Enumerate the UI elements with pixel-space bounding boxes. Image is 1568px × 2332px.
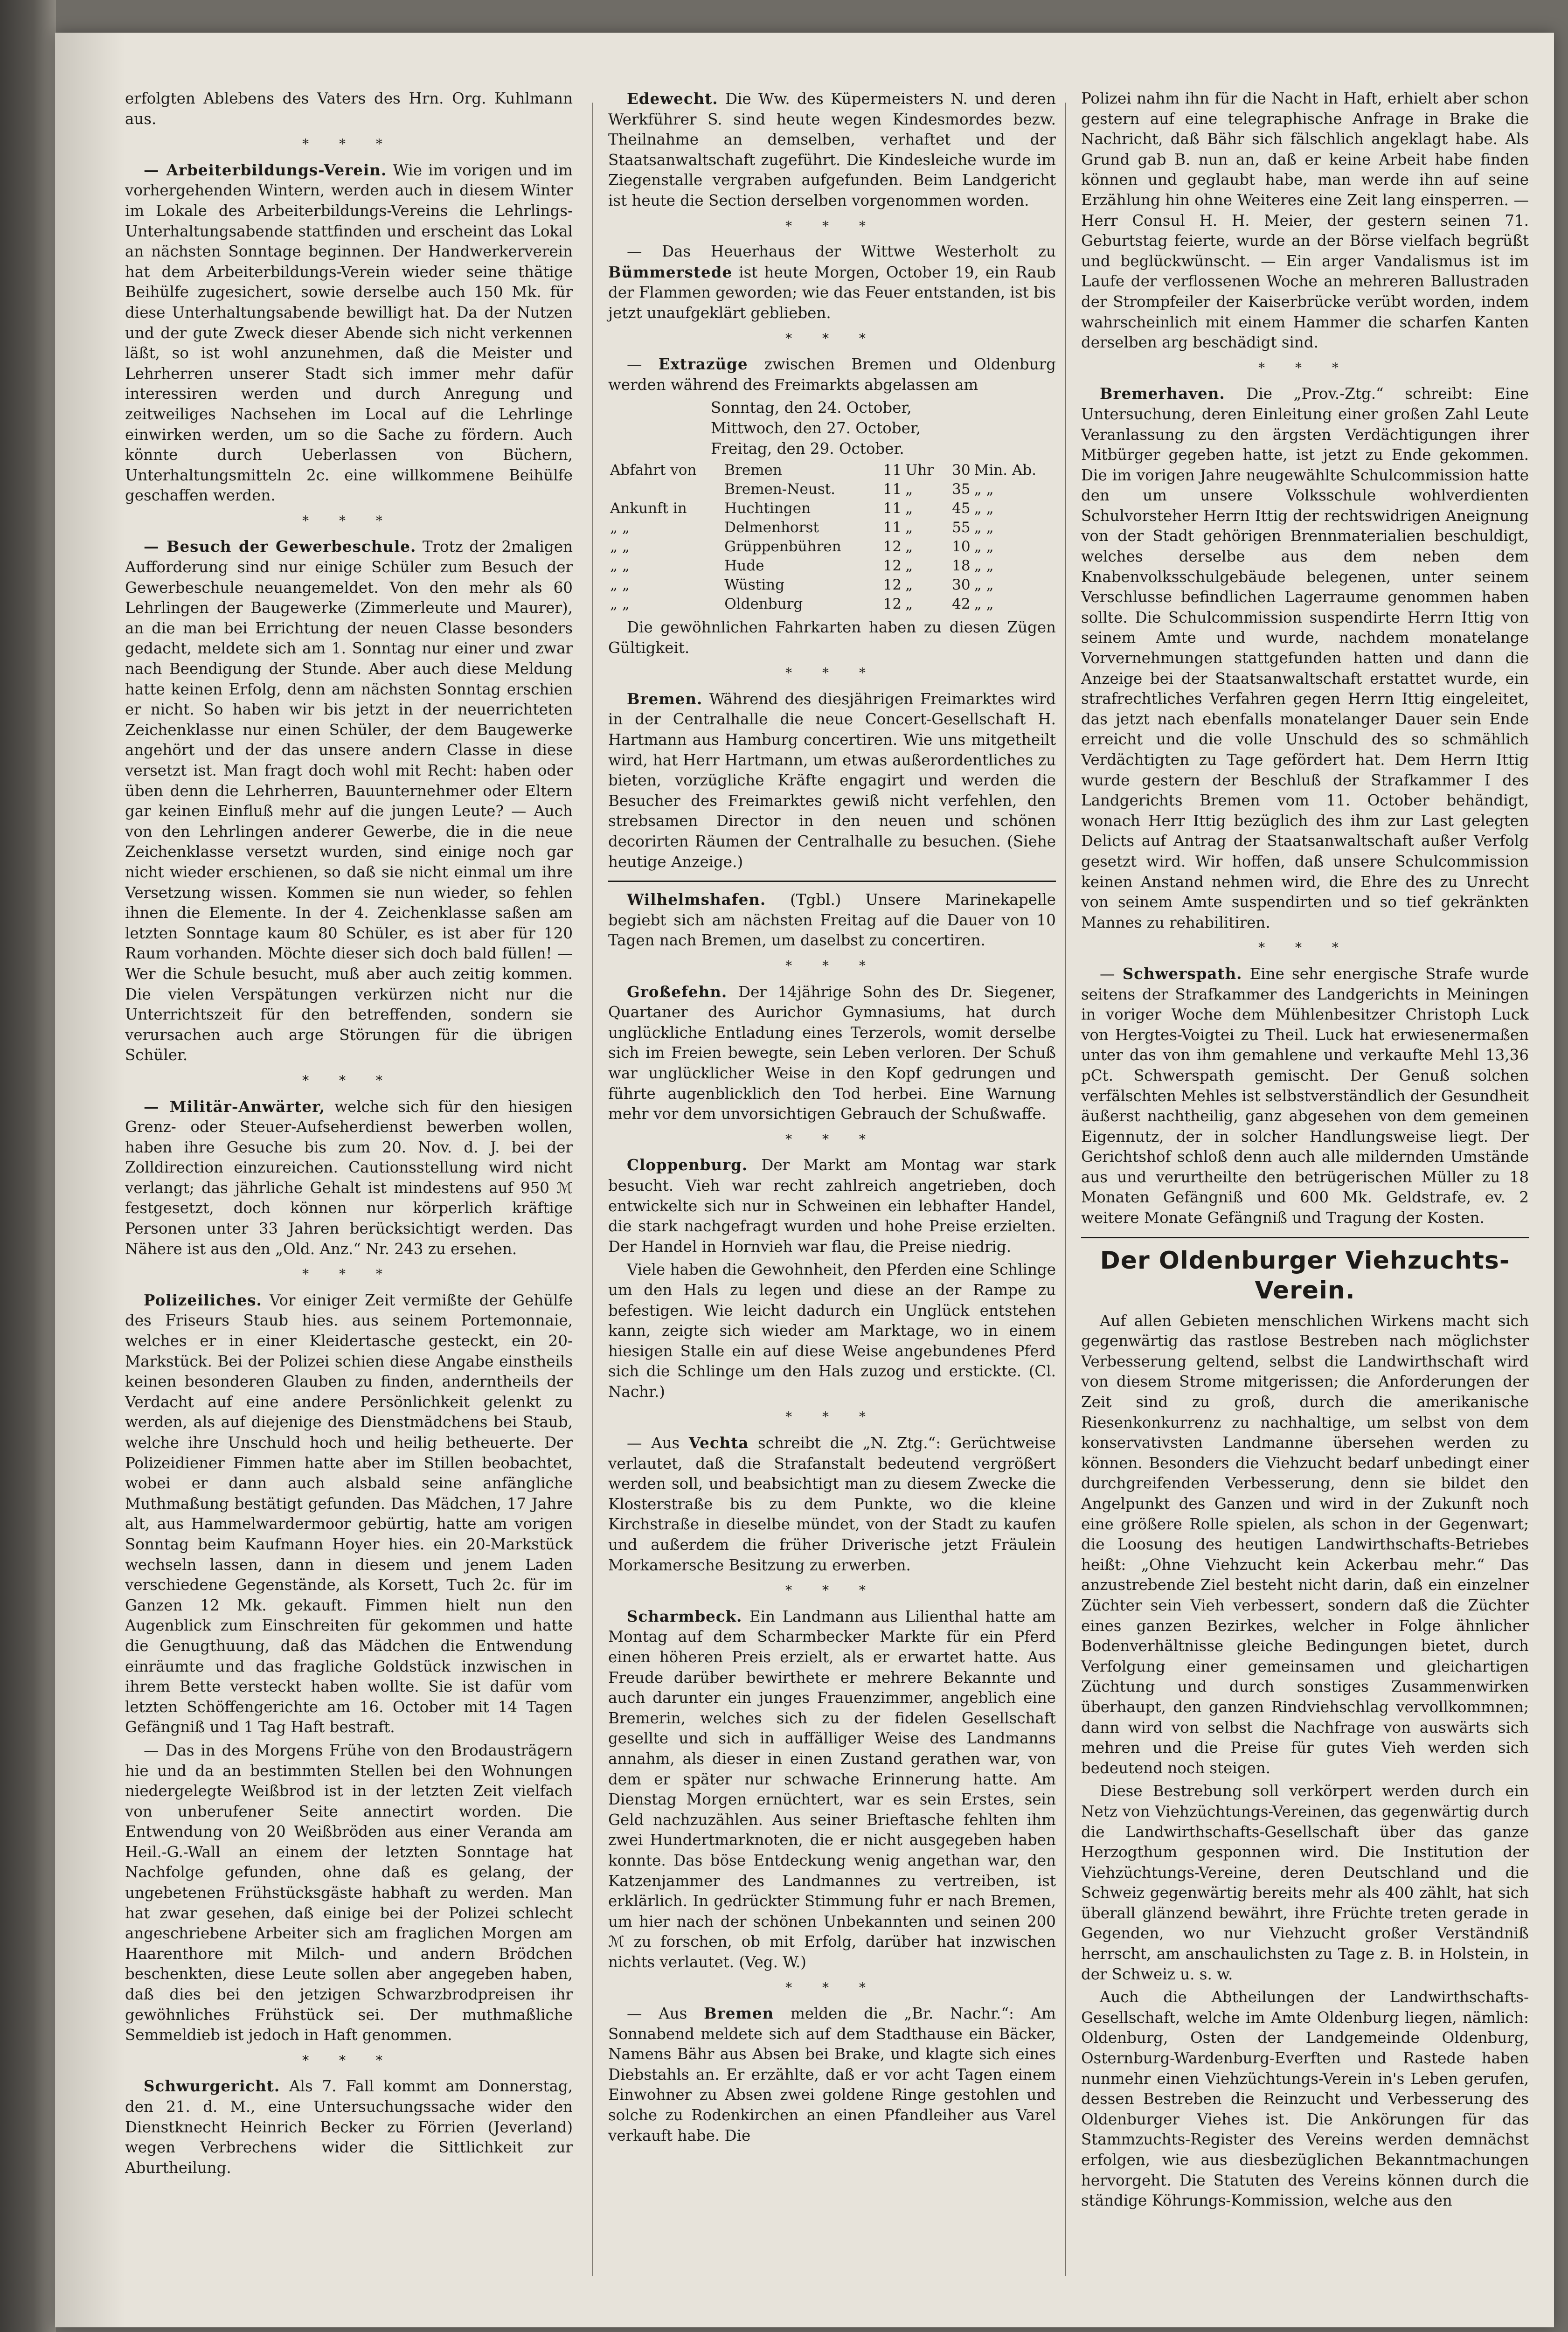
newspaper-page [55, 33, 1554, 2327]
article-heading: Cloppenburg. [627, 1156, 748, 1174]
section-separator: * * * [302, 1266, 395, 1282]
column-middle [608, 89, 1056, 2149]
timetable-cell: 11 [883, 481, 902, 498]
timetable-cell: Min. Ab. [974, 462, 1037, 479]
timetable-cell: „ „ [974, 500, 994, 517]
timetable-note: Die gewöhnlichen Fahrkarten haben zu diesen Zügen Gültigkeit. [608, 618, 1056, 657]
section-separator: * * * [302, 1072, 395, 1088]
article-text: Der 14jährige Sohn des Dr. Siegener, Quartaner des Aurichor Gymnasiums, hat durch unglückliche Entladung eines Terzerols, womit derselbe sich im Freien bewegte, sein Leben verloren. Der Schuß war unglücklicher Weise in den Kopf gedrungen und führte augenblicklich den Tod herbei. Eine Warnung mehr vor dem unvorsichtigen Gebrauch der Schußwaffe. [608, 983, 1056, 1123]
article-militaer-anwaerter [125, 1097, 573, 1260]
article-text: Als 7. Fall kommt am Donnerstag, den 21. d. M., eine Untersuchungssache wider den Dienstknecht Heinrich Becker zu Förrien (Jeverland) wegen Verbrechens wider die Sittlichkeit zur Aburtheilung. [125, 2077, 573, 2177]
timetable-cell: „ [905, 538, 913, 555]
timetable-row [608, 556, 1056, 576]
timetable-cell: 12 [883, 557, 902, 575]
article-text: Trotz der 2maligen Aufforderung sind nur einige Schüler zum Besuch der Gewerbeschule neuangemeldet. Von den mehr als 60 Lehrlingen der Baugewerke (Zimmerleute und Maurer), an die man bei Errichtung der neuen Classe besonders gedacht, meldete sich am 1. Sonntag nur einer und zwar nach Beendigung der Stunde. Aber auch diese Meldung hatte keinen Erfolg, denn am nächsten Sonntag erschien er nicht. So haben wir bis jetzt in der neuerrichteten Zeichenklasse nur einen Schüler, der dem Baugewerke angehört und der das unsere andern Classe in diese versetzt ist. Man fragt doch wohl mit Recht: haben oder üben denn die Lehrherren, Bauunternehmer oder Eltern gar keinen Einfluß mehr auf die jungen Leute? — Auch von den Lehrlingen anderer Gewerbe, die in die neue Zeichenklasse versetzt wurden, sind einige noch gar nicht wieder erschienen, so daß sie nicht einmal um ihre Versetzung wissen. Kommen sie nun wieder, so fehlen ihnen die Elemente. In der 4. Zeichenklasse saßen am letzten Sonntage kaum 80 Schüler, es ist aber für 120 Raum vorhanden. Möchte dieser sich doch bald füllen! — Wer die Schule besucht, muß aber auch zeitig kommen. Die vielen Verspätungen verkürzen nicht nur die Unterrichtszeit für den betreffenden, sondern sie verursachen auch arge Störungen für die übrigen Schüler. [125, 538, 573, 1064]
article-bremen-baehr [608, 2003, 1056, 2146]
timetable-cell: 45 [952, 500, 971, 517]
section-separator: * * * [785, 218, 879, 234]
column-rule [592, 103, 593, 2276]
timetable-cell: 30 [952, 576, 971, 594]
article-heading: Schwerspath. [1122, 964, 1242, 983]
timetable-cell: Hude [724, 557, 764, 575]
column-left [125, 89, 573, 2181]
scan-background [0, 0, 56, 2332]
article-lead: — [627, 355, 642, 374]
train-timetable [608, 461, 1056, 614]
timetable-cell: „ [905, 481, 913, 498]
article-text: Die Ww. des Küpermeisters N. und deren Werkführer S. sind heute wegen Kindesmordes bezw. Theilnahme an demselben, verhaftet und der Staatsanwaltschaft zugeführt. Die Kindesleiche wurde im Ziegenstalle vergraben aufgefunden. Beim Landgericht ist heute die Section derselben vorgenommen worden. [608, 90, 1056, 209]
section-rule [1081, 1237, 1529, 1238]
column-rule [1065, 103, 1066, 2276]
article-heading: Bremen. [627, 689, 703, 708]
section-separator: * * * [302, 136, 395, 152]
timetable-cell: „ „ [974, 538, 994, 555]
article-heading: — Besuch der Gewerbeschule. [144, 537, 416, 556]
timetable-row [608, 595, 1056, 614]
article-scharmbeck [608, 1606, 1056, 1973]
page-gutter [55, 33, 125, 2327]
article-schwurgericht [125, 2076, 573, 2178]
timetable-cell [608, 480, 722, 499]
timetable-cell: „ [905, 500, 913, 517]
article-edewecht [608, 89, 1056, 211]
timetable-row [608, 499, 1056, 518]
timetable-cell: „ „ [610, 596, 630, 613]
article-cloppenburg-2: Viele haben die Gewohnheit, den Pferden eine Schlinge um den Hals zu legen und diese an der Rampe zu befestigen. Wie leicht dadurch ein Unglück entstehen kann, zeigte sich wieder am Marktage, wo in einem hiesigen Stalle ein auf diese Weise angebundenes Pferd sich die Schlinge um den Hals zuzog und erstickte. (Cl. Nachr.) [608, 1261, 1056, 1401]
section-separator: * * * [785, 1979, 879, 1995]
timetable-row [608, 461, 1056, 480]
feature-paragraph: Auf allen Gebieten menschlichen Wirkens macht sich gegenwärtig das rastlose Bestreben nach möglichster Verbesserung geltend, selbst die Landwirthschaft wird von diesem Strome mitgerissen; die Anforderungen der Zeit sind zu groß, durch die amerikanische Riesenkonkurrenz zu nachhaltige, um selbst von dem konservativsten Landmanne übersehen werden zu können. Besonders die Viehzucht bedarf unbedingt einer durchgreifenden Verbesserung, denn sie bildet den Angelpunkt des Ganzen und wird in der Zukunft noch eine größere Rolle spielen, als schon in der Gegenwart; die Loosung des heutigen Landwirthschafts-Betriebes heißt: „Ohne Viehzucht kein Ackerbau mehr.“ Das anzustrebende Ziel besteht nicht darin, daß ein einzelner Züchter sein Vieh verbessert, sondern daß die Züchter eines ganzen Bezirkes, welcher in Folge ähnlicher Bodenverhältnisse gleiche Bedingungen bietet, durch Verfolgung einer gemeinsamen und gleichartigen Züchtung und durch sonstiges Zusammenwirken überhaupt, den ganzen Rindviehschlag vervollkommnen; dann wird von selbst die Nachfrage von auswärts sich mehren und die Preise für gutes Vieh werden sich bedeutend noch steigen. [1081, 1312, 1529, 1777]
feature-paragraph: Diese Bestrebung soll verkörpert werden durch ein Netz von Viehzüchtungs-Vereinen, das gegenwärtig durch die Landwirthschafts-Gesellschaft über das ganze Herzogthum gesponnen wird. Die Institution der Viehzüchtungs-Vereine, deren Deutschland und die Schweiz gegenwärtig bereits mehr als 400 zählt, hat sich überall glänzend bewährt, ihre Früchte treten gerade in Gegenden, wo nur Viehzucht großer Verständniß herrscht, am anschaulichsten zu Tage z. B. in Holstein, in der Schweiz u. s. w. [1081, 1782, 1529, 1983]
article-heading: — Arbeiterbildungs-Verein. [144, 160, 387, 179]
article-weissbrod: — Das in des Morgens Frühe von den Brodausträgern hie und da an bestimmten Stellen bei den Wohnungen niedergelegte Weißbrod ist in der letzten Zeit vielfach von unberufener Seite annectirt worden. Die Entwendung von 20 Weißbröden aus einer Veranda am Heil.-G.-Wall an einem der letzten Sonntage hat Nachfolge gefunden, ohne daß es gelang, der ungebetenen Frühstücksgäste habhaft zu werden. Man hat zwar gesehen, daß einige bei der Polizei schlecht angeschriebene Arbeiter sich am fraglichen Morgen am Haarenthore mit Milch- und andern Brödchen beschenkten, diese Leute sollen aber angegeben haben, daß dies bei den jetzigen Schwarzbrodpreisen ihr gewöhnliches Frühstück sei. Der muthmaßliche Semmeldieb ist jedoch in Haft genommen. [125, 1741, 573, 2044]
column-right [1081, 89, 1529, 2214]
article-heading: Polizeiliches. [144, 1291, 262, 1309]
section-separator: * * * [785, 665, 879, 681]
section-separator: * * * [302, 2052, 395, 2068]
article-text: zwischen Bremen und Oldenburg werden während des Freimarkts abgelassen am [608, 355, 1056, 394]
timetable-cell: 10 [952, 538, 971, 555]
article-wilhelmshafen [608, 889, 1056, 951]
timetable-cell: Oldenburg [724, 596, 803, 613]
timetable-cell: 12 [883, 596, 902, 613]
timetable-cell: „ „ [974, 576, 994, 594]
article-heading: Großefehn. [627, 982, 728, 1001]
article-text: schreibt die „N. Ztg.“: Gerüchtweise verlautet, daß die Strafanstalt bedeutend vergrößert werden soll, und beabsichtigt man zu diesem Zwecke die Klosterstraße bis zu dem Punkte, wo die kleine Kirchstraße in dieselbe mündet, von der Stadt zu kaufen und außerdem die früher Driverische jetzt Fräulein Morkamersche Besitzung zu erwerben. [608, 1434, 1056, 1574]
article-continuation: erfolgten Ablebens des Vaters des Hrn. Org. Kuhlmann aus. [125, 90, 573, 128]
article-text: Vor einiger Zeit vermißte der Gehülfe des Friseurs Staub hies. aus seinem Portemonnaie, welches er in einer Kleidertasche gesteckt, ein 20-Markstück. Bei der Polizei schien diese Angabe einstheils keinen besonderen Glauben zu finden, anderntheils der Verdacht auf eine andere Persönlichkeit gelenkt zu werden, als auf diejenige des Dienstmädchens bei Staub, welche ihre Unschuld hoch und heilig betheuerte. Der Polizeidiener Fimmen hatte aber im Stillen beobachtet, wobei er dann auch alsbald seine anfängliche Muthmaßung bestätigt gefunden. Das Mädchen, 17 Jahre alt, aus Hammelwardermoor gebürtig, hatte am vorigen Sonntag beim Kaufmann Hoyer hies. ein 20-Markstück wechseln lassen, dann in diesem und jenem Laden verschiedene Gegenstände, als Korsett, Tuch 2c. für im Ganzen 12 Mk. gekauft. Fimmen hielt nun den Augenblick zum Einschreiten für gekommen und hatte die Genugthuung, daß das Mädchen die Entwendung einräumte und das fragliche Goldstück inzwischen in ihrem Bette versteckt haben wollte. Sie ist dafür vom letzten Schöffengerichte am 16. October mit 14 Tagen Gefängniß und 1 Tag Haft bestraft. [125, 1291, 573, 1736]
article-text: — Das Heuerhaus der Wittwe Westerholt zu [627, 243, 1056, 261]
timetable-cell: 30 [952, 462, 971, 479]
timetable-cell: „ „ [610, 538, 630, 555]
timetable-cell: Grüppenbühren [724, 538, 841, 555]
timetable-cell: „ [905, 519, 913, 536]
timetable-cell: „ [905, 557, 913, 575]
article-heading: Extrazüge [658, 355, 748, 374]
train-date: Freitag, den 29. October. [711, 439, 904, 458]
timetable-cell: Uhr [905, 462, 934, 479]
section-rule [608, 881, 1056, 882]
article-bremerhaven [1081, 383, 1529, 933]
article-vechta [608, 1433, 1056, 1575]
timetable-cell: 12 [883, 576, 902, 594]
article-text: welche sich für den hiesigen Grenz- oder Steuer-Aufseherdienst bewerben wollen, haben ihre Gesuche bis zum 20. Nov. d. J. bei der Zolldirection einzureichen. Cautionsstellung wird nicht verlangt; das jährliche Gehalt ist mindestens auf 950 ℳ festgesetzt, doch können nur körperlich kräftige Personen unter 33 Jahren berücksichtigt werden. Das Nähere ist aus den „Old. Anz.“ Nr. 243 zu ersehen. [125, 1097, 573, 1258]
timetable-cell: Bremen-Neust. [724, 481, 836, 498]
article-text: Die „Prov.-Ztg.“ schreibt: Eine Untersuchung, deren Einleitung einer großen Zahl Leute Veranlassung zu den ärgsten Verdächtigungen ihrer Mitbürger gegeben hatte, ist jetzt zu Ende gekommen. Die im vorigen Jahre neugewählte Schulcommission hatte den um unsere Volksschule wohlverdienten Schulvorsteher Herrn Ittig der rechtswidrigen Aneignung von der Stadt gehörigen Brennmaterialien beschuldigt, welches derselbe aus dem neben dem Knabenvolksschulgebäude belegenen, unter seinem Verschlusse befindlichen Lagerraume genommen haben sollte. Die Schulcommission suspendirte Herrn Ittig von seinem Amte und wurde, nachdem monatelange Vorvernehmungen stattgefunden hatten und dann die Anzeige bei der Staatsanwaltschaft erstattet wurde, ein strafrechtliches Verfahren gegen Herrn Ittig eingeleitet, das jetzt nach ebenfalls monatelanger Dauer sein Ende erreicht und die volle Unschuld des so schmählich Verdächtigten zu Tage gefördert hat. Dem Herrn Ittig wurde gestern der Beschluß der Strafkammer I des Landgerichts Bremen vom 11. October behändigt, wonach Herr Ittig bezüglich des ihm zur Last gelegten Delicts auf Antrag der Staatsanwaltschaft außer Verfolg gesetzt wird. Wir hoffen, daß unsere Schulcommission keinen Anstand nehmen wird, die Ehre des zu Unrecht von seinem Amte suspendirten und so tief gekränkten Mannes zu rehabilitiren. [1081, 385, 1529, 931]
article-text: melden die „Br. Nachr.“: Am Sonnabend meldete sich auf dem Stadthause ein Bäcker, Namens Bähr aus Absen bei Brake, und klagte sich eines Diebstahls an. Er erzählte, daß er vor acht Tagen einem Einwohner zu Absen zwei goldene Ringe gestohlen und solche zu Rodenkirchen an einen Pfandleiher aus Varel verkauft habe. Die [608, 2005, 1056, 2145]
article-text: Während des diesjährigen Freimarktes wird in der Centralhalle die neue Concert-Gesellschaft H. Hartmann aus Hamburg concertiren. Wie uns mitgetheilt wird, hat Herr Hartmann, um etwas außerordentliches zu bieten, vorzügliche Kräfte engagirt und werden die Besucher des Freimarktes gewiß nicht verfehlen, den strebsamen Director in den neuen und schönen decorirten Räumen der Centralhalle zu besuchen. (Siehe heutige Anzeige.) [608, 690, 1056, 871]
timetable-cell: „ „ [610, 519, 630, 536]
timetable-cell: Abfahrt von [610, 462, 697, 479]
article-cloppenburg [608, 1155, 1056, 1257]
timetable-cell: „ [905, 576, 913, 594]
article-text: Ein Landmann aus Lilienthal hatte am Montag auf dem Scharmbecker Markte für ein Pferd einen höheren Preis erzielt, als er erwartet hatte. Aus Freude darüber bewirthete er mehrere Bekannte und auch darunter ein junges Frauenzimmer, angeblich eine Bremerin, welches sich zu der fidelen Gesellschaft gesellte und sich in auffälliger Weise des Landmanns annahm, als dieser in einen Zustand gerathen war, von dem er später nur schwache Erinnerung hatte. Am Dienstag Morgen ernüchtert, war es sein Erstes, sein Geld nachzuzählen. Aus seiner Brieftasche fehlten ihm zwei Hundertmarknoten, die er nicht ausgegeben haben konnte. Das böse Entdeckung wenig angethan war, den Katzenjammer des Landmannes zu vertreiben, ist erklärlich. In gedrückter Stimmung fuhr er nach Bremen, um hier nach der schönen Unbekannten und seinen 200 ℳ zu forschen, ob mit Erfolg, darüber hat inzwischen nichts verlautet. (Veg. W.) [608, 1607, 1056, 1971]
article-text: (Tgbl.) Unsere Marinekapelle begiebt sich am nächsten Freitag auf die Dauer von 10 Tagen nach Bremen, um daselbst zu concertiren. [608, 891, 1056, 950]
article-gewerbeschule [125, 536, 573, 1065]
section-separator: * * * [785, 958, 879, 973]
timetable-cell: Wüsting [724, 576, 784, 594]
article-arbeiterbildungsverein [125, 160, 573, 506]
article-schwerspath [1081, 964, 1529, 1228]
article-heading: Bremen [704, 2004, 774, 2023]
feature-title: Der Oldenburger Viehzuchts-Verein. [1100, 1246, 1510, 1305]
article-heading: Schwurgericht. [144, 2077, 280, 2096]
article-text: Eine sehr energische Strafe wurde seitens der Strafkammer des Landgerichts in Meiningen in voriger Woche dem Mühlenbesitzer Christoph Luck von Hergtes-Voigtei zu Theil. Luck hat erwiesenermaßen unter das von ihm gemahlene und verkaufte Mehl 13,36 pCt. Schwerspath gemischt. Der Genuß solchen verfälschten Mehles ist selbstverständlich der Gesundheit äußerst nachtheilig, ganz abgesehen von dem gemeinen Eigennutz, der in solcher Handlungsweise liegt. Der Gerichtshof schloß denn auch alle mildernden Umstände aus und verurtheilte den betrügerischen Müller zu 18 Monaten Gefängniß und 600 Mk. Geldstrafe, ev. 2 weitere Monate Gefängniß und Tragung der Kosten. [1081, 965, 1529, 1227]
timetable-cell: „ „ [610, 557, 630, 575]
timetable-cell: 18 [952, 557, 971, 575]
timetable-cell: „ [905, 596, 913, 613]
section-separator: * * * [1258, 360, 1352, 375]
feature-paragraph: Auch die Abtheilungen der Landwirthschafts-Gesellschaft, welche im Amte Oldenburg liegen, nämlich: Oldenburg, Osten der Landgemeinde Oldenburg, Osternburg-Wardenburg-Everften und Rastede haben nunmehr einen Viehzüchtungs-Verein in's Leben gerufen, dessen Bestreben die Reinzucht und Verbesserung des Oldenburger Viehes ist. Die Ankörungen für das Stammzuchts-Register des Vereins werden demnächst erfolgen, wie aus diesbezüglichen Bekanntmachungen hervorgeht. Die Statuten des Vereins können durch die ständige Köhrungs-Kommission, welche aus den [1081, 1988, 1529, 2210]
article-lead: — Aus [627, 2005, 687, 2023]
timetable-row [608, 480, 1056, 499]
train-date: Sonntag, den 24. October, [711, 399, 912, 417]
timetable-cell: 55 [952, 519, 971, 536]
section-separator: * * * [302, 513, 395, 528]
timetable-cell: „ „ [610, 576, 630, 594]
timetable-cell: „ „ [974, 519, 994, 536]
timetable-cell: Bremen [724, 462, 782, 479]
article-bremen-concert [608, 689, 1056, 872]
timetable-cell: Ankunft in [610, 500, 687, 517]
timetable-cell: 35 [952, 481, 971, 498]
train-date: Mittwoch, den 27. October, [711, 419, 921, 437]
article-heading: Scharmbeck. [627, 1607, 742, 1625]
timetable-cell: 11 [883, 519, 902, 536]
article-text: Der Markt am Montag war stark besucht. Vieh war recht zahlreich angetrieben, doch entwickelte sich nur in Schweinen ein lebhafter Handel, die stark nachgefragt wurden und hohe Preise erzielten. Der Handel in Hornvieh war flau, die Preise niedrig. [608, 1156, 1056, 1256]
article-lead: — [1100, 965, 1115, 983]
section-separator: * * * [785, 1582, 879, 1598]
timetable-row [608, 518, 1056, 537]
section-separator: * * * [785, 330, 879, 346]
article-bremen-continued: Polizei nahm ihn für die Nacht in Haft, erhielt aber schon gestern auf eine telegraphische Anfrage in Brake die Nachricht, daß Bähr sich fälschlich angeklagt habe. Als Grund gab B. nun an, daß er keine Arbeit habe finden können und geglaubt habe, man werde ihn auf seine Erzählung hin ohne Weiteres eine Zeit lang einsperren. — Herr Consul H. H. Meier, der gestern seinen 71. Geburtstag feierte, wurde an der Börse vielfach begrüßt und beglückwünscht. — Ein arger Vandalismus ist im Laufe der verflossenen Woche an mehreren Ballustraden der Strompfeiler der Kaiserbrücke verübt worden, indem wahrscheinlich mit einem Hammer die scharfen Kanten derselben arg beschädigt sind. [1081, 90, 1529, 352]
article-text: Wie im vorigen und im vorhergehenden Wintern, werden auch in diesem Winter im Lokale des Arbeiterbildungs-Vereins die Lehrlings-Unterhaltungsabende stattfinden und erscheint das Lokal an nächsten Sonntage beginnen. Der Handwerkerverein hat dem Arbeiterbildungs-Verein wieder seine thätige Beihülfe zugesichert, sowie derselbe auch 150 Mk. für diese Unterhaltungsabende bewilligt hat. Da der Nutzen und der gute Zweck dieser Abende sich nicht verkennen läßt, so ist wohl anzunehmen, daß die Meister und Lehrherren unserer Stadt sich immer mehr dafür interessiren werden und durch Anregung und zeitweiliges Nachsehen im Local auf die Lehrlinge einwirken werden, um so die Sache zu fördern. Auch könnte durch Ueberlassen von Büchern, Unterhaltungsmitteln 2c. eine willkommene Beihülfe geschaffen werden. [125, 161, 573, 505]
article-heading: Bümmerstede [608, 263, 733, 281]
section-separator: * * * [785, 1131, 879, 1147]
timetable-cell: Delmenhorst [724, 519, 819, 536]
timetable-cell: 11 [883, 462, 902, 479]
article-buemmerstede [608, 242, 1056, 323]
timetable-cell: 42 [952, 596, 971, 613]
article-heading: Vechta [688, 1434, 749, 1452]
timetable-cell: „ „ [974, 596, 994, 613]
article-polizeiliches [125, 1290, 573, 1738]
section-separator: * * * [785, 1409, 879, 1425]
timetable-row [608, 537, 1056, 556]
article-heading: — Militär-Anwärter, [144, 1097, 326, 1116]
article-text: ist heute Morgen, October 19, ein Raub der Flammen geworden; wie das Feuer entstanden, ist bis jetzt unaufgeklärt geblieben. [608, 263, 1056, 322]
timetable-cell: Huchtingen [724, 500, 811, 517]
article-heading: Bremerhaven. [1100, 384, 1225, 403]
article-heading: Wilhelmshafen. [627, 890, 766, 909]
timetable-row [608, 576, 1056, 595]
timetable-cell: 11 [883, 500, 902, 517]
timetable-cell: „ „ [974, 481, 994, 498]
timetable-cell: „ „ [974, 557, 994, 575]
article-extrazuege [608, 354, 1056, 395]
timetable-cell: 12 [883, 538, 902, 555]
article-heading: Edewecht. [627, 90, 718, 108]
section-separator: * * * [1258, 940, 1352, 956]
article-lead: — Aus [627, 1434, 680, 1452]
article-grossefehn [608, 982, 1056, 1124]
